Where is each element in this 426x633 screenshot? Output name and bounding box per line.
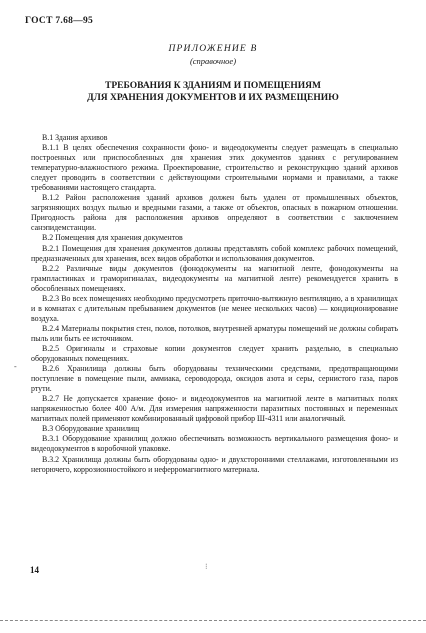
paragraph: В.1.1 В целях обеспечения сохранности фоно- и видеодокументы следует размещать в специально построенных или приспособленных для хранения этих документов зданиях с регулированием температурно-влажностного режима. Проектирование, строительство и реконструкцию зданий архивов следует проводить в соответствии с действующими строительными нормами и правилами, а также требованиями настоящего стандарта. bbox=[31, 143, 398, 193]
section-heading: В.2 Помещения для хранения документов bbox=[42, 233, 183, 243]
appendix-type: (справочное) bbox=[189, 56, 237, 66]
appendix-label: ПРИЛОЖЕНИЕ В bbox=[168, 44, 258, 54]
paragraph: В.2.3 Во всех помещениях необходимо предусмотреть приточно-вытяжную вентиляцию, а в хранилищах и в комнатах с длительным пребыванием документов (не менее нескольких часов) — кондиционирование воздуха. bbox=[31, 293, 398, 323]
paragraph: В.2.7 Не допускается хранение фоно- и видеодокументов на магнитной ленте в магнитных полях напряженностью более 400 А/м. Для измерения напряженности паразитных постоянных и переменных магнитных полей применяют комбинированный цифровой прибор Ш-4311 или аналогичный. bbox=[31, 394, 398, 424]
paragraph: В.3.2 Хранилища должны быть оборудованы одно- и двухсторонними стеллажами, изготовленными из негорючего, коррозионностойкого и неферромагнитного материала. bbox=[31, 454, 398, 474]
paragraph: В.3.1 Оборудование хранилищ должно обеспечивать возможность вертикального размещения фоно- и видеодокументов в коробочной упаковке. bbox=[31, 434, 398, 454]
paragraph: В.2.5 Оригиналы и страховые копии документов следует хранить раздельно, в специально оборудованных помещениях. bbox=[31, 343, 398, 364]
section-heading: В.1 Здания архивов bbox=[42, 133, 108, 142]
section-title-line: ДЛЯ ХРАНЕНИЯ ДОКУМЕНТОВ И ИХ РАЗМЕЩЕНИЮ bbox=[87, 93, 339, 103]
paragraph: В.1.2 Район расположения зданий архивов должен быть удален от промышленных объектов, загрязняющих воздух пылью и вредными газами, а также от объектов, опасных в пожарном отношении. Пригодность района для расположения архивов определяют в соответствии с заключением санэпидемстанции. bbox=[31, 193, 398, 233]
margin-mark: - bbox=[14, 362, 17, 371]
section-title bbox=[0, 80, 426, 104]
document-body bbox=[31, 133, 398, 475]
section-title-line: ТРЕБОВАНИЯ К ЗДАНИЯМ И ПОМЕЩЕНИЯМ bbox=[105, 81, 321, 91]
scan-edge-rule bbox=[0, 620, 426, 621]
paragraph: В.2.6 Хранилища должны быть оборудованы техническими средствами, предотвращающими поступление в помещение пыли, аммиака, сероводорода, оксидов азота и серы, сернистого газа, паров ртути. bbox=[31, 364, 398, 394]
paragraph: В.2.1 Помещения для хранения документов должны представлять собой комплекс рабочих помещений, предназначенных для хранения, всех видов обработки и использования документов. bbox=[31, 243, 398, 263]
scan-mark: ⁝ bbox=[205, 562, 208, 571]
paragraph: В.2.4 Материалы покрытия стен, полов, потолков, внутренней арматуры помещений не должны собирать пыль или быть ее источником. bbox=[31, 323, 398, 343]
paragraph: В.2.2 Различные виды документов (фонодокументы на магнитной ленте, фонодокументы на грампластинках и граморигиналах, видеодокументы на магнитной ленте) рекомендуется хранить в обособленных помещениях. bbox=[31, 263, 398, 293]
standard-code-header: ГОСТ 7.68—95 bbox=[25, 16, 94, 26]
page-number: 14 bbox=[30, 565, 39, 575]
section-heading: В.3 Оборудование хранилищ bbox=[42, 424, 140, 434]
